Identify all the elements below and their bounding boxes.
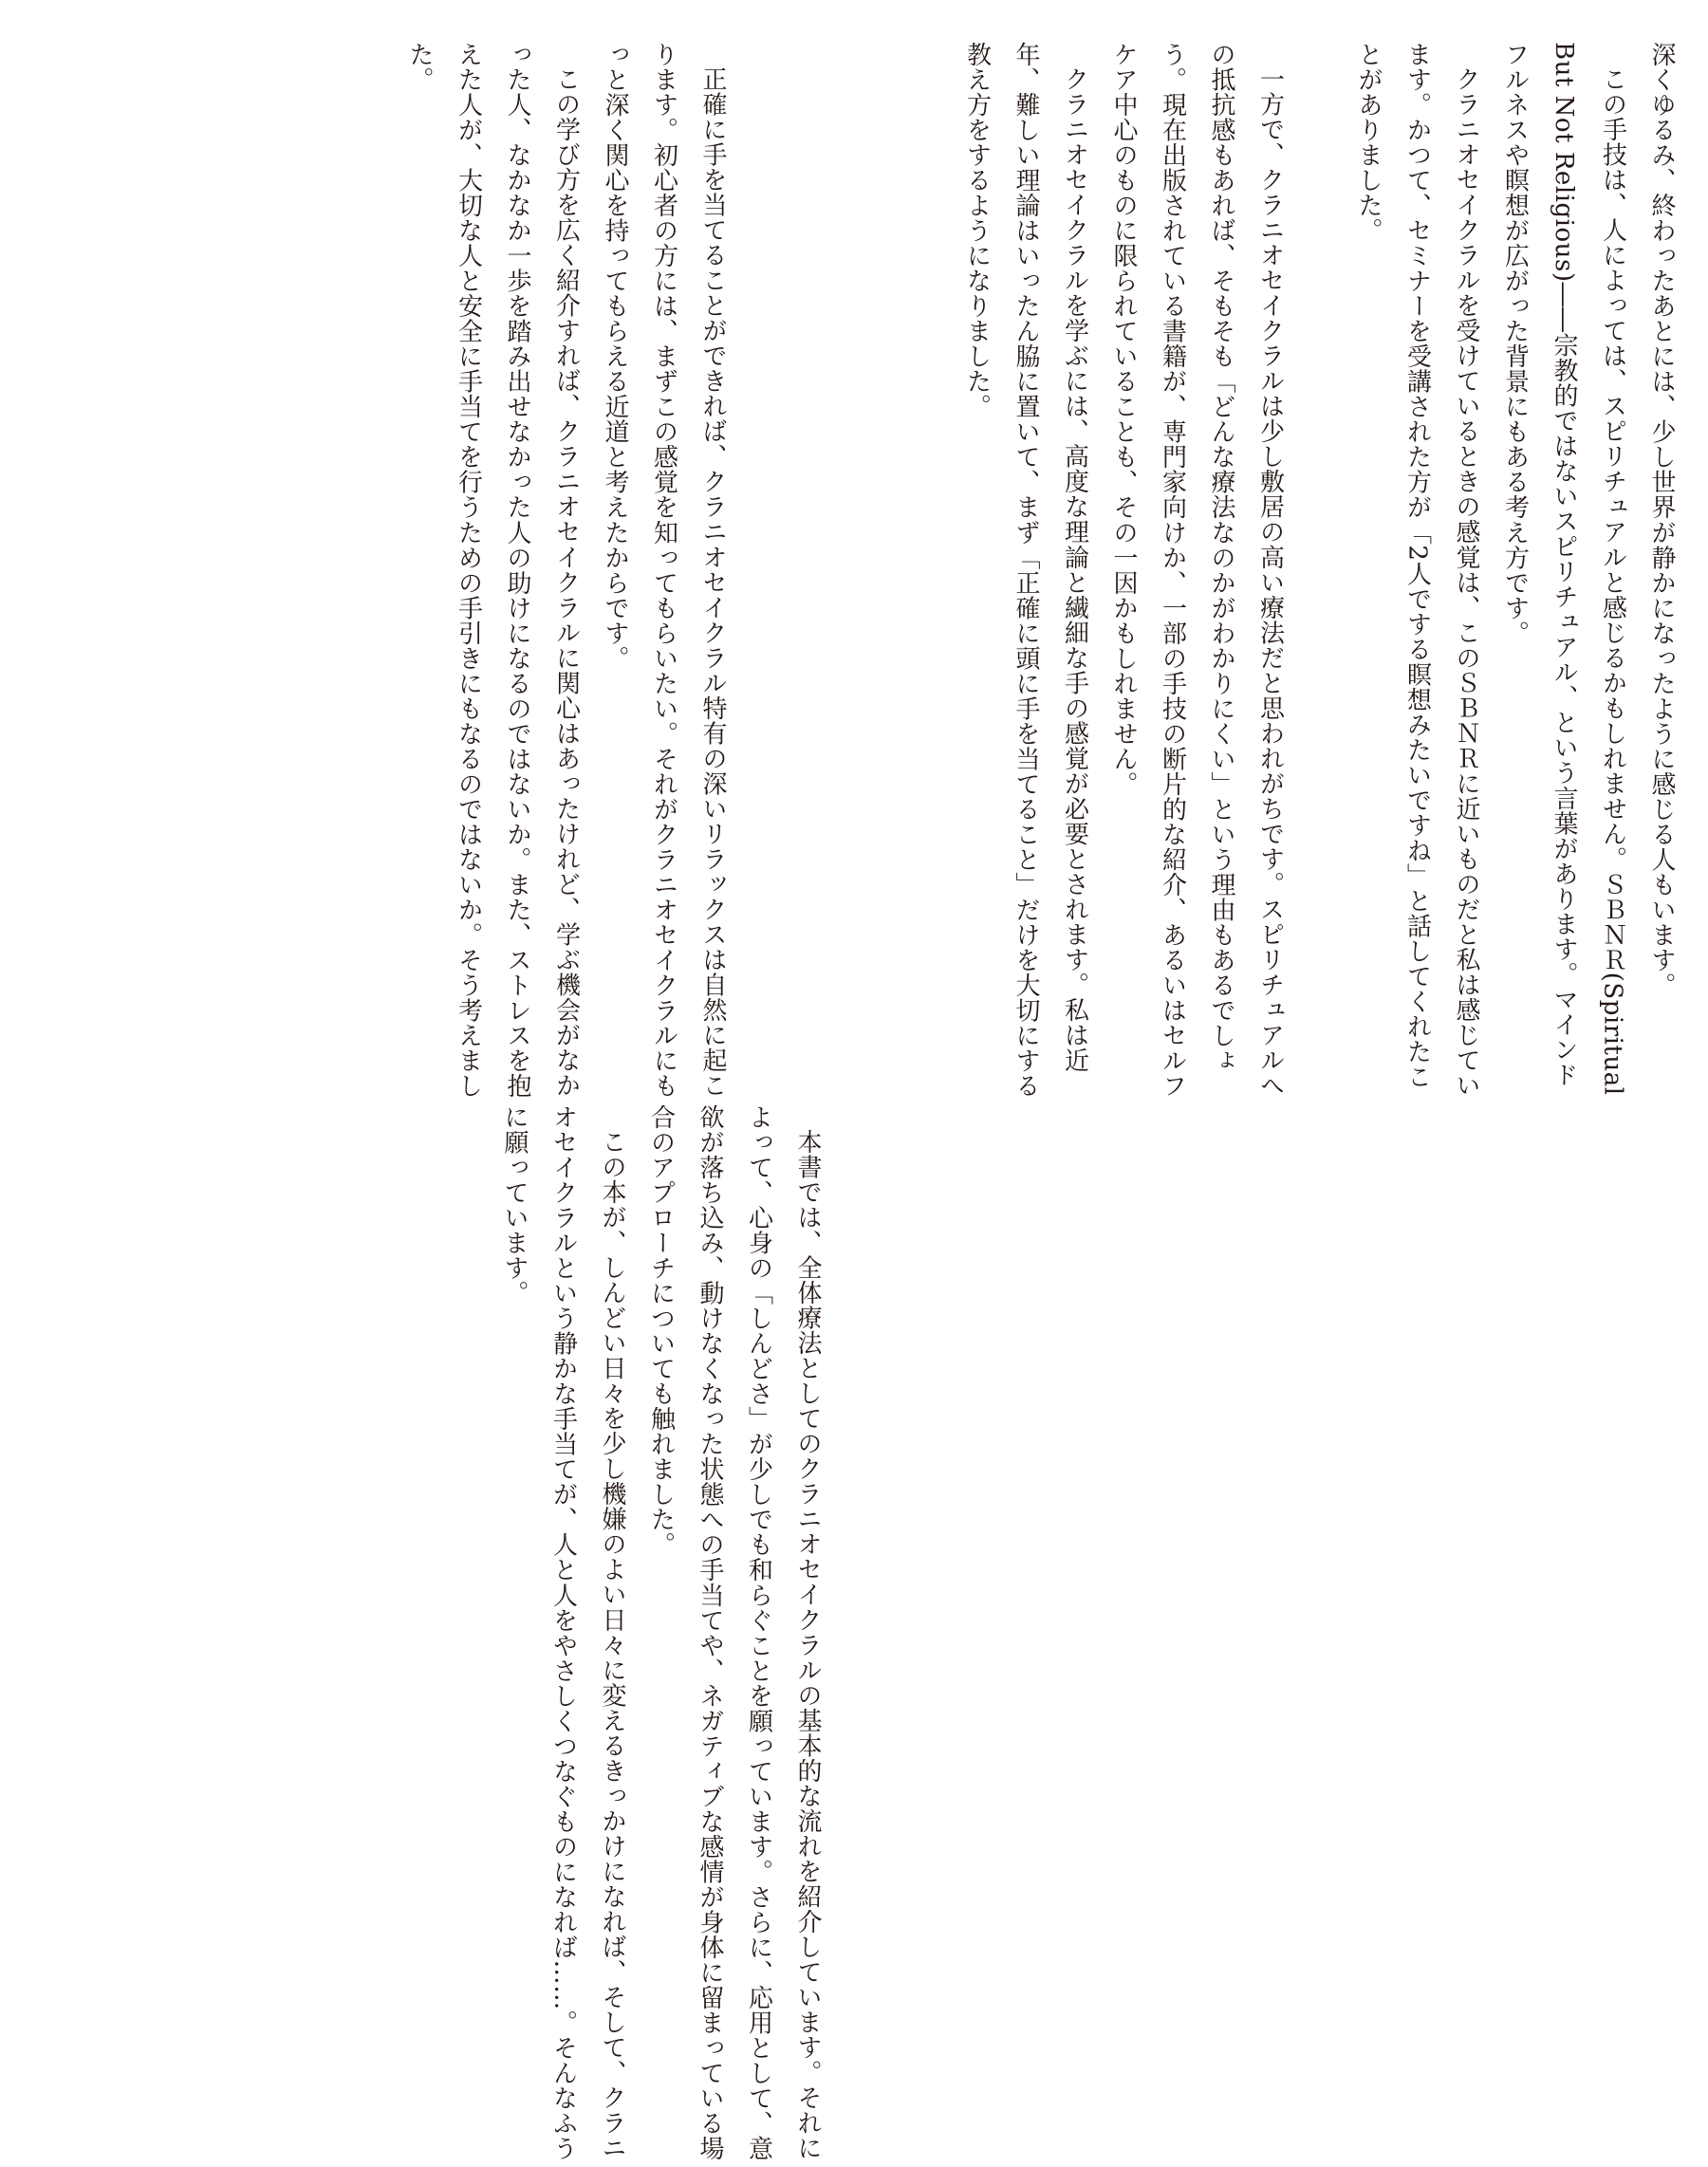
left-page-block-1 — [395, 42, 737, 1104]
paragraph: クラニオセイクラルを学ぶには、高度な理論と繊細な手の感覚が必要とされます。私は近年、難しい理論はいったん脇に置いて、まず「正確に頭に手を当てること」だけを大切にする教え方をするようになりました。 — [962, 42, 1089, 1099]
paragraph: 一方で、クラニオセイクラルは少し敷居の高い療法だと思われがちです。スピリチュアルへの抵抗感もあれば、そもそも「どんな療法なのかがわかりにくい」という理由もあるでしょう。現在出版されている書籍が、専門家向けか、一部の手技の断片的な紹介、あるいはセルフケア中心のものに限られていることも、その一因かもしれません。 — [1109, 42, 1285, 1099]
right-page-block-1 — [1344, 42, 1686, 1104]
left-page-block-2 — [490, 1104, 832, 2167]
section-gap — [345, 42, 395, 1104]
paragraph: この本が、しんどい日々を少し機嫌のよい日々に変えるきっかけになれば、そして、クラニオセイクラルという静かな手当てが、人と人をやさしくつなぐものになれば……。そんなふうに願っています。 — [500, 1104, 626, 2161]
right-page — [850, 42, 1685, 1104]
top-margin-gap — [736, 42, 831, 1104]
paragraph: 正確に手を当てることができれば、クラニオセイクラル特有の深いリラックスは自然に起こります。初心者の方には、まずこの感覚を知ってもらいたい。それがクラニオセイクラルにもっと深く関心を持ってもらえる近道と考えたからです。 — [601, 42, 727, 1099]
paragraph: クラニオセイクラルを受けているときの感覚は、このＳＢＮＲに近いものだと私は感じています。かつて、セミナーを受講された方が「2人でする瞑想みたいですね」と話してくれたことがありました。 — [1354, 42, 1480, 1099]
section-gap — [1294, 42, 1344, 1104]
left-page — [15, 42, 831, 2161]
paragraph: 本書では、全体療法としてのクラニオセイクラルの基本的な流れを紹介しています。それによって、心身の「しんどさ」が少しでも和らぐことを願っています。さらに、応用として、意欲が落ち込み、動けなくなった状態への手当てや、ネガティブな感情が身体に留まっている場合のアプローチについても触れました。 — [646, 1104, 822, 2161]
right-page-block-2 — [952, 42, 1294, 1104]
paragraph: この手技は、人によっては、スピリチュアルと感じるかもしれません。ＳＢＮＲ(Spiritual But Not Religious)――宗教的ではないスピリチュアル、という言葉があります。マインドフルネスや瞑想が広がった背景にもある考え方です。 — [1500, 42, 1627, 1096]
paragraph: 深くゆるみ、終わったあとには、少し世界が静かになったように感じる人もいます。 — [1647, 42, 1676, 998]
paragraph: この学び方を広く紹介すれば、クラニオセイクラルに関心はあったけれど、学ぶ機会がなかった人、なかなか一歩を踏み出せなかった人の助けになるのではないか。また、ストレスを抱えた人が、大切な人と安全に手当てを行うための手引きにもなるのではないか。そう考えました。 — [405, 42, 581, 1099]
